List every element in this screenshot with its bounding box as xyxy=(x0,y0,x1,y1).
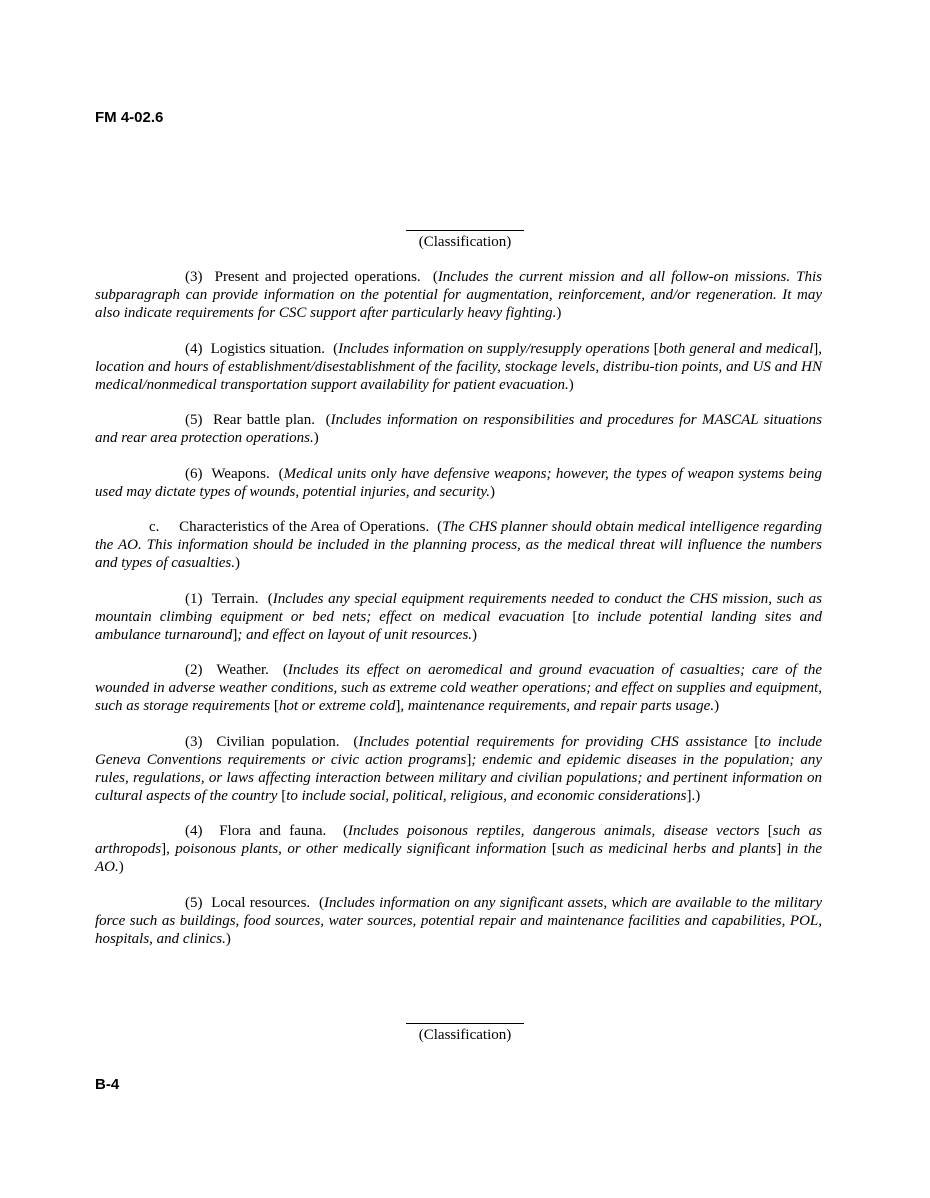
paragraph-punctuation: ( xyxy=(353,733,359,750)
paragraph xyxy=(95,411,822,447)
paragraph-description: Medical units only have defensive weapons; however, the types of weapon systems being used may dictate types of wounds, potential injuries, and security. xyxy=(95,465,822,500)
paragraph-heading: c. Characteristics of the Area of Operations. xyxy=(149,519,430,535)
paragraph-description: , maintenance requirements, and repair parts usage. xyxy=(400,698,715,714)
paragraph-description: Includes information on supply/resupply operations xyxy=(338,340,654,357)
paragraph-heading: (6) Weapons. xyxy=(185,465,270,482)
paragraph-heading: (5) Rear battle plan. xyxy=(185,412,315,428)
paragraph-description: Includes its effect on aeromedical and ground evacuation of casualties; care of the wounded in adverse weather conditions, such as extreme cold weather operations; and effect on supplies and equipment, such as storage requirements xyxy=(95,662,823,714)
paragraph xyxy=(95,590,822,644)
paragraph-punctuation: ] xyxy=(161,841,167,857)
paragraph-description: such as arthropods xyxy=(95,823,822,857)
paragraph-heading: (4) Flora and fauna. xyxy=(185,823,327,839)
paragraph-punctuation: ) xyxy=(472,626,478,643)
paragraph-description: Includes information on responsibilities and procedures for MASCAL situations and rear area protection operations. xyxy=(95,412,823,446)
paragraph-description: The CHS planner should obtain medical intelligence regarding the AO. This information should be included in the planning process, as the medical threat will influence the numbers and types of casualties. xyxy=(95,519,822,571)
classification-rule xyxy=(406,230,524,231)
paragraph xyxy=(95,894,822,948)
paragraph-heading: (3) Present and projected operations. xyxy=(185,269,421,285)
paragraph-description: both general and medical xyxy=(658,340,814,357)
paragraph-punctuation: [ xyxy=(653,340,659,357)
paragraph-punctuation: [ xyxy=(273,698,279,714)
paragraph-punctuation: ( xyxy=(437,519,443,535)
paragraph-punctuation: ) xyxy=(714,698,720,714)
paragraph-heading: (2) Weather. xyxy=(185,662,269,678)
paragraph xyxy=(95,733,822,805)
paragraph-punctuation: ( xyxy=(267,590,273,607)
classification-bottom xyxy=(0,1023,930,1044)
paragraph-punctuation: ] xyxy=(813,340,819,357)
paragraph-description: ; endemic and epidemic diseases in the population; any rules, regulations, or laws affecting interaction between military and civilian populations; and pertinent information on cultural aspects of the country xyxy=(95,751,822,804)
paragraph xyxy=(95,340,822,394)
paragraph-punctuation: ) xyxy=(313,430,319,446)
paragraph-description: hot or extreme cold xyxy=(278,698,396,714)
paragraph-punctuation: ) xyxy=(118,859,124,875)
paragraph-description: to include Geneva Conventions requirements or civic action programs xyxy=(95,733,822,768)
paragraph-description: Includes any special equipment requirements needed to conduct the CHS mission, such as mountain climbing equipment or bed nets; effect on medical evacuation xyxy=(95,590,822,625)
paragraph-heading: (5) Local resources. xyxy=(185,894,311,911)
paragraph xyxy=(95,465,822,501)
paragraph-punctuation: ( xyxy=(432,269,438,285)
classification-rule xyxy=(406,1023,524,1024)
paragraph-punctuation: ) xyxy=(568,376,574,393)
paragraph-punctuation: ) xyxy=(489,483,495,500)
paragraph-punctuation: ( xyxy=(325,412,331,428)
paragraph-punctuation: ( xyxy=(342,823,348,839)
paragraph-punctuation: ( xyxy=(333,340,339,357)
paragraph-description: to include social, political, religious, and economic considerations xyxy=(286,787,687,804)
paragraph-punctuation: ( xyxy=(318,894,324,911)
paragraph-description: ; and effect on layout of unit resources. xyxy=(237,626,473,643)
paragraph xyxy=(95,518,822,572)
paragraph xyxy=(95,268,822,322)
paragraph xyxy=(95,661,822,715)
paragraph-heading: (3) Civilian population. xyxy=(185,733,340,750)
document-body xyxy=(95,268,822,965)
paragraph-description: to include potential landing sites and ambulance turnaround xyxy=(95,608,822,643)
paragraph-punctuation: ) xyxy=(695,787,701,804)
paragraph-punctuation: ) xyxy=(556,305,562,321)
paragraph-punctuation: ] xyxy=(232,626,238,643)
page-number: B-4 xyxy=(95,1076,120,1093)
paragraph-heading: (1) Terrain. xyxy=(185,590,259,607)
paragraph-punctuation: ] xyxy=(466,751,472,768)
paragraph-punctuation: [ xyxy=(767,823,773,839)
paragraph-description: Includes information on any significant assets, which are available to the military force such as buildings, food sources, water sources, potential repair and maintenance facilities and capabilities, POL, hospitals, and clinics. xyxy=(95,894,823,947)
paragraph xyxy=(95,822,822,876)
paragraph-description: , poisonous plants, or other medically significant information xyxy=(166,841,552,857)
paragraph-description: , location and hours of establishment/disestablishment of the facility, stockage levels, distribu-tion points, and US and HN medical/nonmedical transportation support availability for patient evacuation. xyxy=(95,340,822,393)
classification-label: (Classification) xyxy=(418,1027,512,1043)
paragraph-punctuation: ) xyxy=(234,555,240,571)
paragraph-punctuation: [ xyxy=(754,733,760,750)
paragraph-punctuation: [ xyxy=(551,841,557,857)
paragraph-description: such as medicinal herbs and plants xyxy=(556,841,777,857)
paragraph-punctuation: ] xyxy=(395,698,401,714)
document-id-header: FM 4-02.6 xyxy=(95,109,164,126)
paragraph-heading: (4) Logistics situation. xyxy=(185,340,326,357)
classification-top xyxy=(0,230,930,251)
paragraph-punctuation: ) xyxy=(225,930,231,947)
paragraph-description: in the AO. xyxy=(95,841,822,875)
paragraph-punctuation: ( xyxy=(278,465,284,482)
classification-label: (Classification) xyxy=(418,234,512,250)
paragraph-punctuation: ] xyxy=(776,841,782,857)
paragraph-punctuation: [ xyxy=(281,787,287,804)
paragraph-punctuation: ( xyxy=(282,662,288,678)
paragraph-punctuation: ]. xyxy=(686,787,696,804)
paragraph-description: Includes poisonous reptiles, dangerous animals, disease vectors xyxy=(347,823,768,839)
paragraph-description: Includes potential requirements for providing CHS assistance xyxy=(358,733,755,750)
paragraph-description: Includes the current mission and all follow-on missions. This subparagraph can provide information on the potential for augmentation, reinforcement, and/or regeneration. It may also indicate requirements for CSC support after particularly heavy fighting. xyxy=(95,269,823,321)
paragraph-punctuation: [ xyxy=(572,608,578,625)
